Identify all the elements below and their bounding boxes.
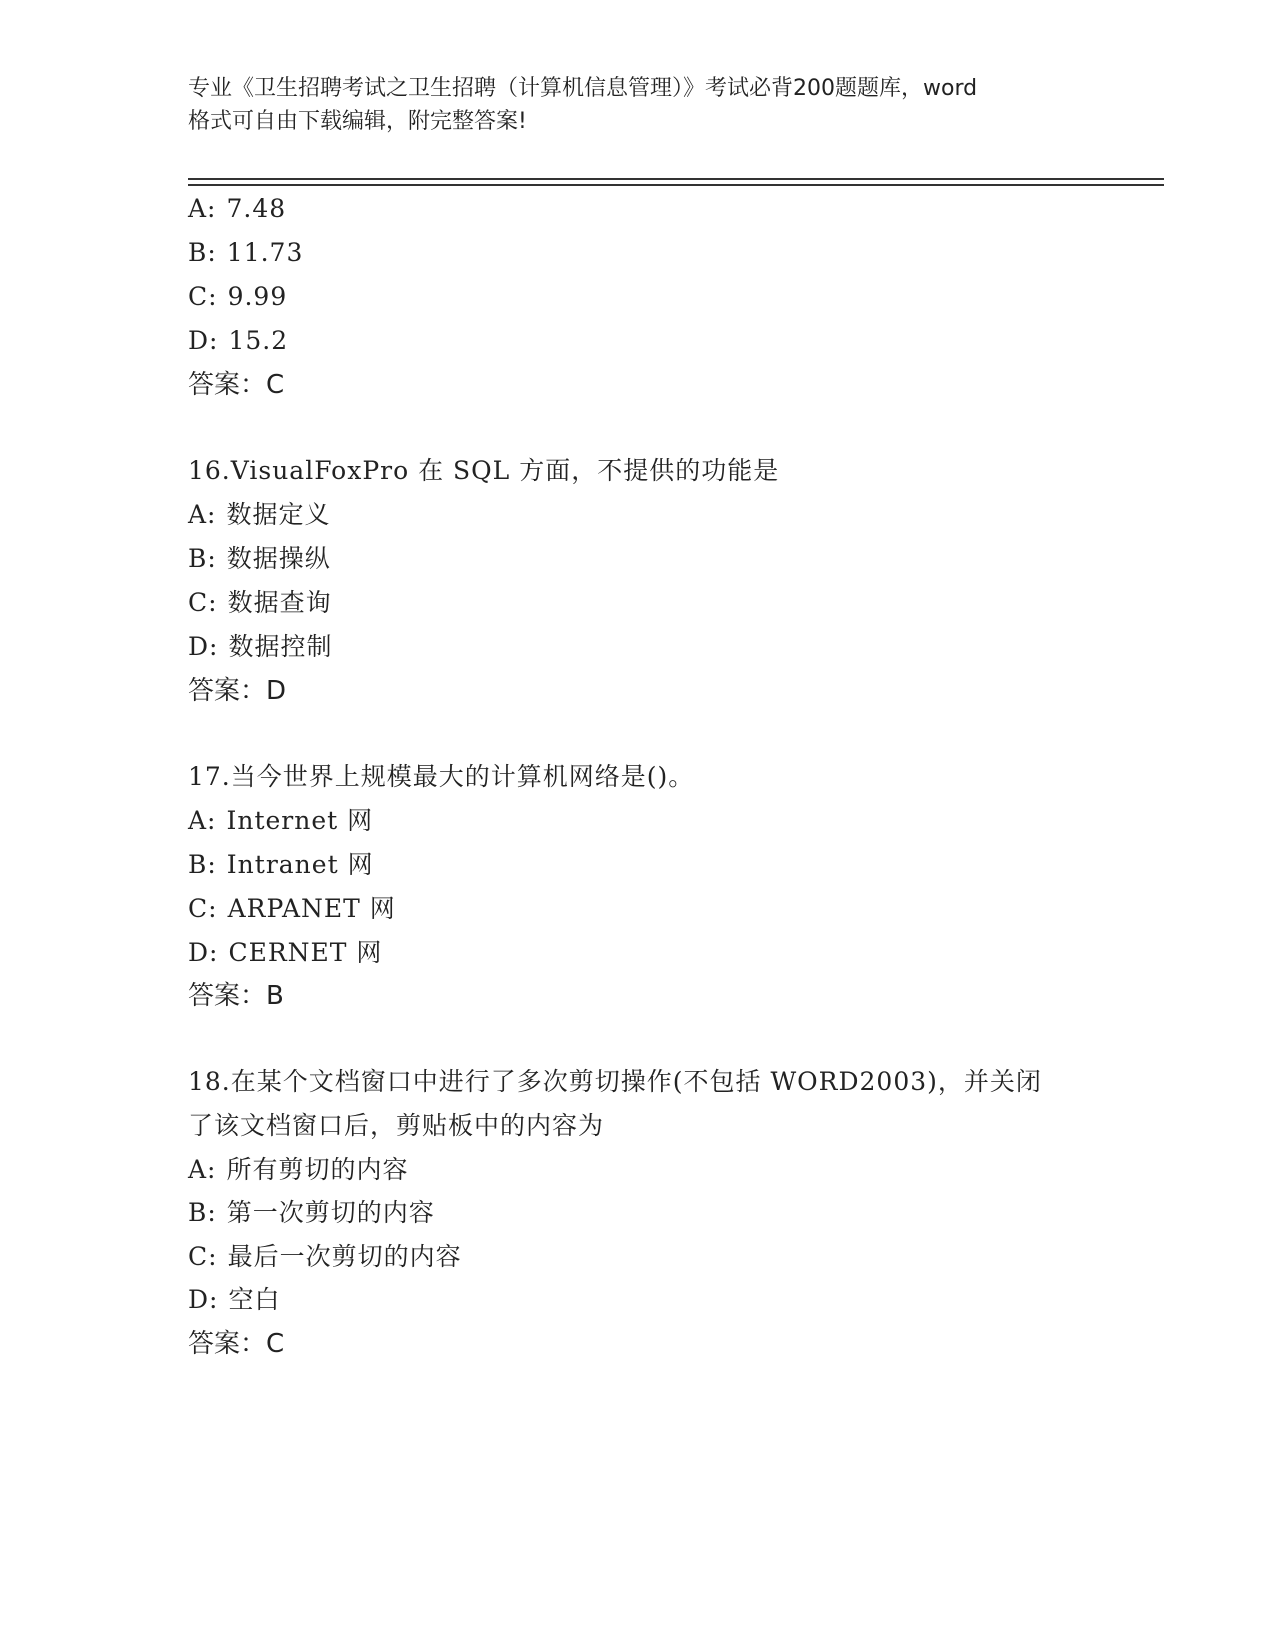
q18-option-d [188, 1284, 280, 1316]
option-text: 第一次剪切的内容 [226, 1198, 435, 1227]
q15-answer: 答案：C [188, 370, 285, 400]
option-letter: C: [188, 282, 218, 311]
q18-question-line-1: 18.在某个文档窗口中进行了多次剪切操作(不包括 WORD2003)，并关闭 [188, 1067, 1042, 1096]
option-letter: A: [188, 500, 217, 529]
option-letter: D: [188, 1285, 219, 1314]
q17-option-c [188, 893, 396, 925]
option-text: Internet 网 [226, 806, 374, 835]
option-letter: C: [188, 894, 218, 923]
q15-option-a [188, 193, 286, 225]
option-letter: B: [188, 238, 217, 267]
option-text: 数据查询 [227, 588, 332, 617]
option-text: Intranet 网 [226, 850, 374, 879]
option-letter: C: [188, 588, 218, 617]
q18-option-a [188, 1154, 409, 1186]
option-letter: A: [188, 194, 217, 223]
option-text: 11.73 [226, 238, 304, 267]
option-text: 9.99 [227, 282, 288, 311]
option-text: 最后一次剪切的内容 [227, 1242, 462, 1271]
header-line-1: 专业《卫生招聘考试之卫生招聘（计算机信息管理）》考试必背200题题库，word [188, 76, 978, 101]
option-text: ARPANET 网 [227, 894, 396, 923]
option-text: 7.48 [226, 194, 287, 223]
header-line-2: 格式可自由下载编辑，附完整答案! [188, 109, 527, 134]
q16-option-a [188, 499, 331, 531]
option-text: CERNET 网 [228, 938, 383, 967]
q16-option-b [188, 543, 331, 575]
option-text: 所有剪切的内容 [226, 1155, 409, 1184]
q15-option-d [188, 325, 288, 357]
q17-option-d [188, 937, 382, 969]
q16-option-c [188, 587, 332, 619]
q17-answer: 答案：B [188, 981, 284, 1011]
q17-option-a [188, 805, 373, 837]
q16-question: 16.VisualFoxPro 在 SQL 方面，不提供的功能是 [188, 456, 780, 485]
header-divider-top [188, 178, 1164, 180]
option-text: 空白 [228, 1285, 281, 1314]
q18-option-b [188, 1197, 435, 1229]
option-letter: D: [188, 326, 219, 355]
document-header [188, 72, 1088, 138]
option-letter: B: [188, 544, 217, 573]
option-text: 数据操纵 [226, 544, 331, 573]
option-text: 15.2 [228, 326, 289, 355]
q17-question: 17.当今世界上规模最大的计算机网络是()。 [188, 762, 695, 791]
option-letter: D: [188, 938, 219, 967]
option-letter: A: [188, 1155, 217, 1184]
q17-option-b [188, 849, 374, 881]
q15-option-b [188, 237, 303, 269]
option-letter: C: [188, 1242, 218, 1271]
q16-answer: 答案：D [188, 676, 287, 706]
q15-option-c [188, 281, 287, 313]
header-divider-bottom [188, 184, 1164, 186]
q18-answer: 答案：C [188, 1329, 285, 1359]
q18-question-line-2: 了该文档窗口后，剪贴板中的内容为 [188, 1111, 605, 1140]
option-text: 数据控制 [228, 632, 333, 661]
option-letter: B: [188, 1198, 217, 1227]
option-letter: D: [188, 632, 219, 661]
option-letter: B: [188, 850, 217, 879]
option-letter: A: [188, 806, 217, 835]
option-text: 数据定义 [226, 500, 331, 529]
q16-option-d [188, 631, 332, 663]
q18-option-c [188, 1241, 462, 1273]
